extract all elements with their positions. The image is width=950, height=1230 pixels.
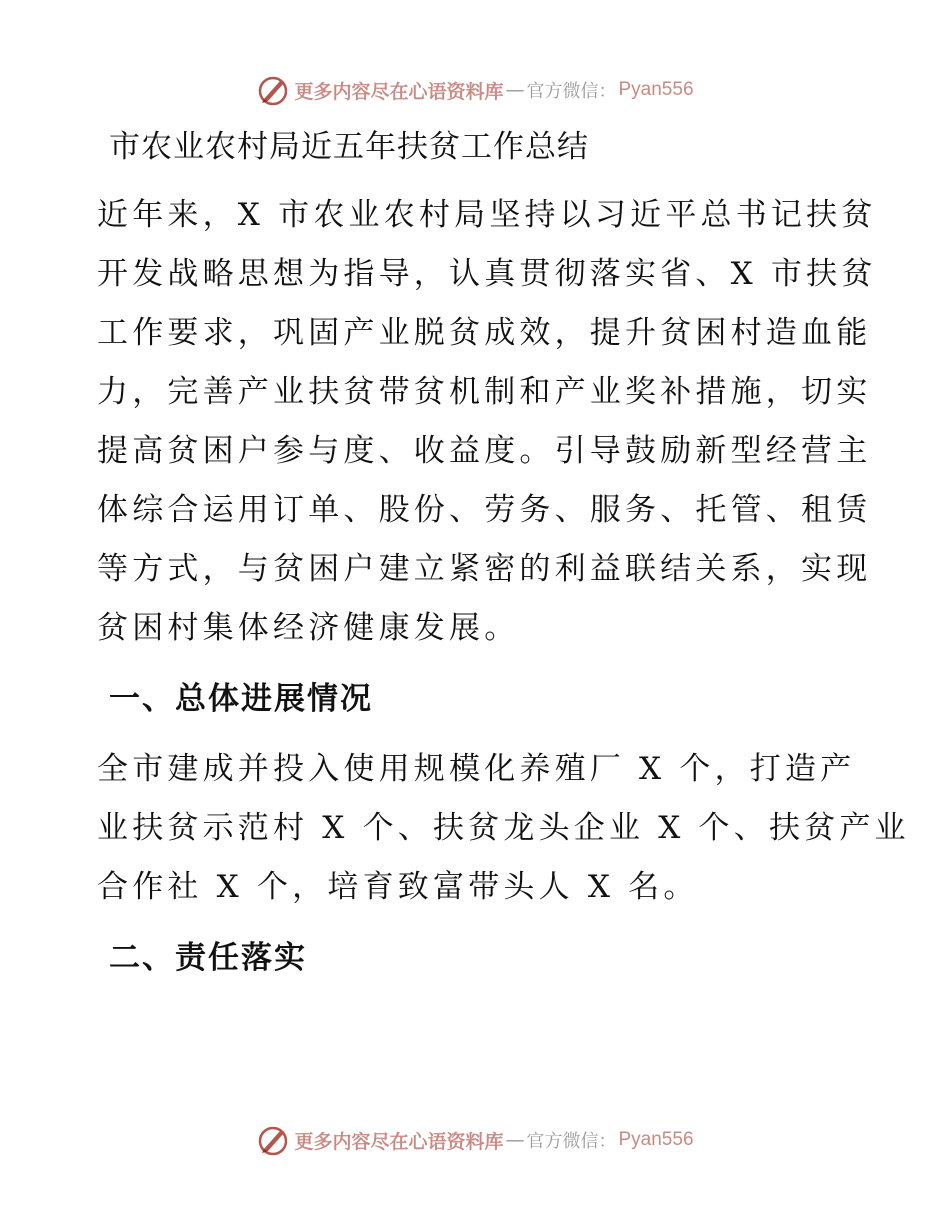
intro-line: 体综合运用订单、股份、劳务、服务、托管、租赁 [97, 492, 872, 528]
watermark-wechat-id: Pyan556 [618, 1129, 694, 1150]
section-heading-responsibility: 二、责任落实 [109, 940, 307, 976]
watermark-banner-top [0, 70, 950, 110]
section1-line: 合作社 X 个，培育致富带头人 X 名。 [97, 869, 699, 905]
intro-line: 贫困村集体经济健康发展。 [97, 610, 520, 646]
document-title: 市农业农村局近五年扶贫工作总结 [109, 129, 589, 165]
section1-line: 业扶贫示范村 X 个、扶贫龙头企业 X 个、扶贫产业 [97, 810, 910, 846]
document-body [97, 118, 910, 987]
watermark-dash: — [505, 1129, 525, 1151]
watermark-wechat-label: 官方微信： [526, 81, 617, 102]
section-heading-overall-progress: 一、总体进展情况 [109, 681, 373, 717]
intro-line: 提高贫困户参与度、收益度。引导鼓励新型经营主 [97, 433, 872, 469]
intro-line: 开发战略思想为指导，认真贯彻落实省、X 市扶贫 [97, 256, 877, 292]
pen-logo-icon [256, 73, 290, 107]
watermark-dash: — [505, 79, 525, 101]
section1-line: 全市建成并投入使用规模化养殖厂 X 个，打造产 [97, 751, 856, 787]
intro-line: 力，完善产业扶贫带贫机制和产业奖补措施，切实 [97, 374, 872, 410]
watermark-text: 更多内容尽在心语资料库 [294, 80, 504, 103]
watermark-text: 更多内容尽在心语资料库 [294, 1130, 504, 1153]
watermark-banner-bottom [0, 1120, 950, 1160]
watermark-wechat-label: 官方微信： [526, 1131, 617, 1152]
intro-line: 近年来，X 市农业农村局坚持以习近平总书记扶贫 [97, 197, 877, 233]
intro-paragraph [97, 186, 877, 658]
section1-paragraph [97, 740, 910, 917]
intro-line: 等方式，与贫困户建立紧密的利益联结关系，实现 [97, 551, 872, 587]
watermark-wechat-id: Pyan556 [618, 79, 694, 100]
pen-logo-icon [256, 1123, 290, 1157]
intro-line: 工作要求，巩固产业脱贫成效，提升贫困村造血能 [97, 315, 872, 351]
